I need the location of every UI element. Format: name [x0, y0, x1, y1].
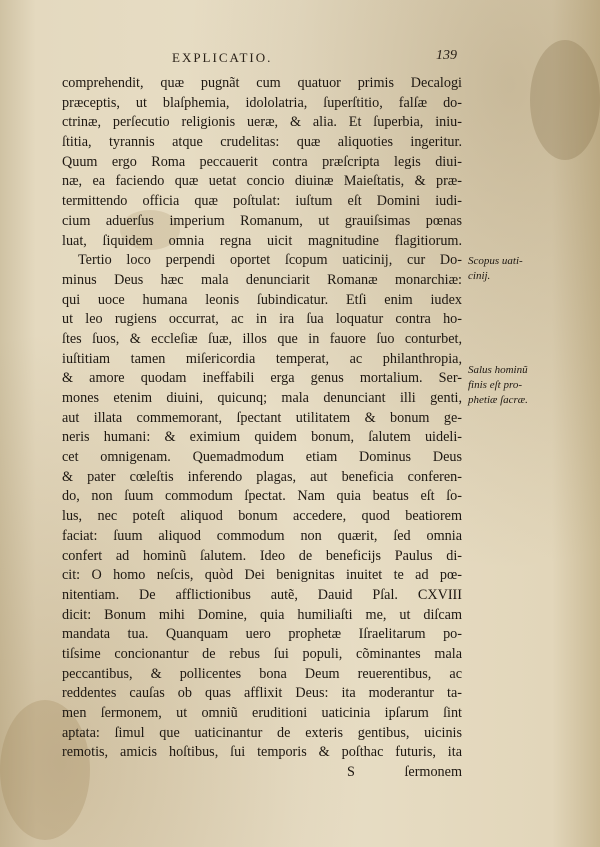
- text-line: qui uoce humana leonis ſubindicatur. Etſi enim iudex: [62, 291, 462, 308]
- text-line: Tertio loco perpendi oportet ſcopum uaticinij, cur Do-: [78, 252, 462, 269]
- text-line: lus, nec poteſt aliquod bonum accedere, quod beatiorem: [62, 508, 462, 525]
- catchword: ſermonem: [404, 764, 462, 781]
- text-line: cet omnigenam. Quemadmodum etiam Dominus Deus: [62, 449, 462, 466]
- margin-note-line: Salus hominũ: [468, 364, 528, 376]
- text-line: mones etenim diuini, quicunq; mala denunciant illi genti,: [62, 390, 462, 406]
- text-line: do, non ſuum commodum ſpectat. Nam quia beatus eſt ſo-: [62, 488, 462, 505]
- text-line: ſtitia, tyrannis atque crudelitas: quæ aliquoties ingeritur.: [62, 134, 462, 151]
- margin-note-scopus: [468, 254, 572, 284]
- text-line: comprehendit, quæ pugnãt cum quatuor primis Decalogi: [62, 75, 462, 91]
- margin-note-salus: [468, 363, 572, 408]
- paper-stain: [530, 40, 600, 160]
- text-line: peccantibus, & pollicentes bona Deum reuerentibus, ac: [62, 665, 462, 682]
- text-line: termittendo officia quæ poſtulat: iuſtum eſt Domini iudi-: [62, 193, 462, 210]
- margin-note-line: finis eſt pro-: [468, 379, 522, 391]
- running-title: EXPLICATIO.: [172, 50, 273, 65]
- text-line: confert ad hominũ ſalutem. Ideo de beneficijs Paulus di-: [62, 547, 462, 564]
- text-line: nitentiam. De afflictionibus autẽ, Dauid Pſal. CXVIII: [62, 586, 462, 603]
- text-line: aut illata commemorant, ſpectant utilitatem & bonum ge-: [62, 409, 462, 426]
- signature-mark: S: [347, 764, 355, 781]
- text-line: cit: O homo neſcis, quòd Dei benignitas inuitet te ad pœ-: [62, 567, 462, 584]
- text-line: ctrinæ, perſecutio religionis ueræ, & alia. Et ſuperbia, iniu-: [62, 114, 462, 131]
- text-line: remotis, amicis hoſtibus, ſui temporis & poſthac futuris, ita: [62, 744, 462, 761]
- text-line: ut leo rugiens occurrat, ac in ira ſua loquatur contra ho-: [62, 311, 462, 328]
- margin-note-line: phetiæ ſacræ.: [468, 394, 528, 406]
- text-line: neris humani: & eximium quidem bonum, ſalutem uideli-: [62, 429, 462, 446]
- text-line: & amore quodam ineffabili erga genus mortalium. Ser-: [62, 370, 462, 387]
- text-line: reddentes cauſas ob quas afflixit Deus: ita moderantur ta-: [62, 685, 462, 702]
- text-line: luat, ſiquidem omnia regna uicit magnitudine flagitiorum.: [62, 232, 462, 249]
- text-line: & pater cœleſtis inferendo plagas, aut beneficia conferen-: [62, 468, 462, 485]
- text-line: minus Deus hæc mala denunciarit Romanæ monarchiæ:: [62, 271, 462, 288]
- text-line: Quum ergo Roma peccauerit contra præſcripta legis diui-: [62, 153, 462, 170]
- margin-note-line: cinij.: [468, 270, 491, 282]
- text-line: aptata: ſimul que uaticinantur de exteris gentibus, uicinis: [62, 724, 462, 741]
- text-line: cium aduerſus imperium Romanum, ut grauiſsimas pœnas: [62, 212, 462, 229]
- text-line: men ſermonem, ut omniũ eruditioni uaticinia ipſarum ſint: [62, 705, 462, 721]
- text-line: tiſsime concionantur de rebus ſui populi, cõminantes mala: [62, 645, 462, 662]
- text-line: mandata tua. Quanquam uero prophetæ Iſraelitarum po-: [62, 626, 462, 643]
- text-line: dicit: Bonum mihi Domine, quia humiliaſti me, ut diſcam: [62, 606, 462, 623]
- folio-number: 139: [436, 48, 457, 63]
- text-line: faciat: ſuum aliquod commodum non quærit, ſed omnia: [62, 527, 462, 544]
- main-text-block: [62, 74, 462, 783]
- text-line: næ, ea faciendo quæ uetat concio diuinæ Maieſtatis, & præ-: [62, 173, 462, 190]
- catchword-line: [62, 763, 462, 783]
- text-line: iuſtitiam tamen miſericordia temperat, ac philanthropia,: [62, 350, 462, 367]
- text-line: ſtes ſuos, & eccleſiæ ſuæ, illos que in fauore ſuo conturbet,: [62, 330, 462, 347]
- margin-note-line: Scopus uati-: [468, 255, 523, 267]
- text-line: præceptis, ut blaſphemia, idololatria, ſuperſtitio, falſæ do-: [62, 94, 462, 111]
